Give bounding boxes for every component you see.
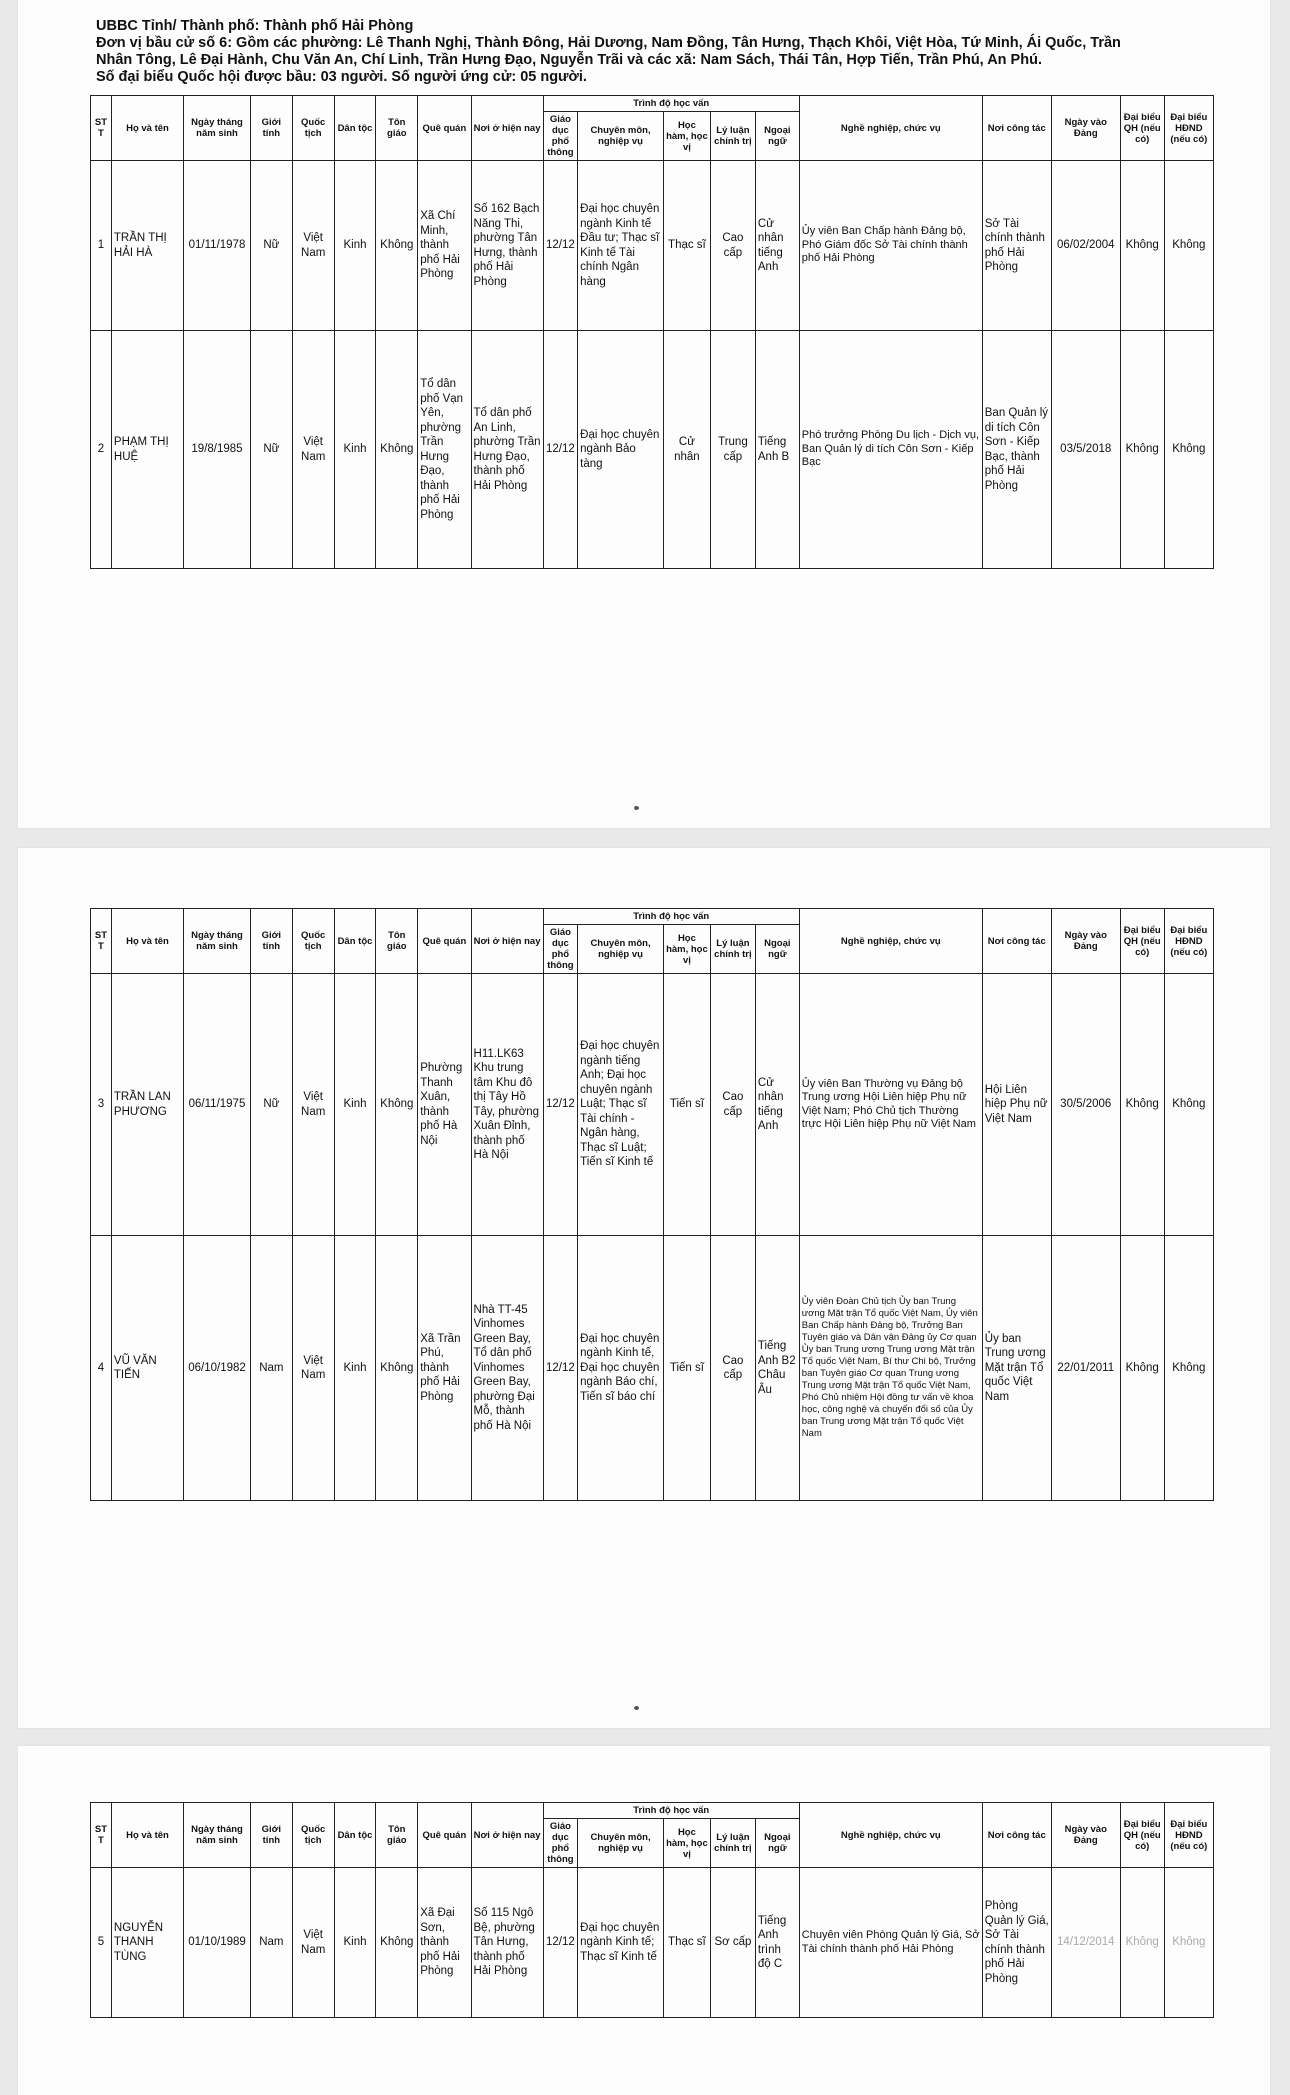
col-general-edu: Giáo dục phổ thông [543,925,578,974]
cell-workplace: Ban Quản lý di tích Côn Sơn - Kiếp Bạc, thành phố Hải Phòng [982,331,1051,569]
cell-gender: Nữ [250,974,292,1236]
document-page-1 [18,0,1270,828]
cell-general-edu: 12/12 [543,974,578,1236]
col-ethnicity: Dân tộc [334,1803,376,1868]
cell-workplace: Ủy ban Trung ương Mặt trận Tổ quốc Việt Nam [982,1236,1051,1501]
cell-name: PHẠM THỊ HUỆ [111,331,183,569]
col-job: Nghề nghiệp, chức vụ [799,909,982,974]
cell-job: Ủy viên Đoàn Chủ tịch Ủy ban Trung ương Mặt trận Tổ quốc Việt Nam, Ủy viên Ban Chấp hành Đảng bộ, Trưởng Ban Tuyên giáo và Dân vận Đảng ủy Cơ quan Ủy ban Trung ương Trung ương Mặt trận Tổ quốc Việt Nam, Bí thư Chi bộ, Trưởng ban Tuyên giáo Cơ quan Trung ương Trung ương Mặt trận Tổ quốc Việt Nam, Phó Chủ nhiệm Hội đồng tư vấn về khoa học, công nghệ và chuyển đổi số của Ủy ban Trung ương Mặt trận Tổ quốc Việt Nam [799,1236,982,1501]
col-party-date: Ngày vào Đảng [1051,909,1120,974]
col-na-delegate: Đại biểu QH (nếu có) [1120,96,1164,161]
cell-general-edu: 12/12 [543,1236,578,1501]
cell-dob: 01/10/1989 [184,1868,251,2018]
col-hometown: Quê quán [418,96,471,161]
cell-specialty: Đại học chuyên ngành Kinh tế; Thạc sĩ Kinh tế [578,1868,664,2018]
cell-general-edu: 12/12 [543,331,578,569]
col-degree: Học hàm, học vị [663,1819,710,1868]
cell-political: Sơ cấp [710,1868,755,2018]
col-general-edu: Giáo dục phổ thông [543,112,578,161]
col-political: Lý luận chính trị [710,1819,755,1868]
cell-na-delegate: Không [1120,974,1164,1236]
cell-specialty: Đại học chuyên ngành tiếng Anh; Đại học chuyên ngành Luật; Thạc sĩ Tài chính - Ngân hàng, Thạc sĩ Luật; Tiến sĩ Kinh tế [578,974,664,1236]
col-language: Ngoại ngữ [755,112,799,161]
cell-residence: Số 115 Ngô Bệ, phường Tân Hưng, thành phố Hải Phòng [471,1868,543,2018]
cell-religion: Không [376,1236,418,1501]
cell-party-date: 06/02/2004 [1051,161,1120,331]
header-line-3: Nhân Tông, Lê Đại Hành, Chu Văn An, Chí Linh, Trần Hưng Đạo, Nguyễn Trãi và các xã: Nam Sách, Thái Tân, Hợp Tiến, Trần Phú, An Phú. [96,52,1042,68]
cell-ethnicity: Kinh [334,1236,376,1501]
cell-stt: 3 [91,974,112,1236]
col-degree: Học hàm, học vị [663,112,710,161]
col-name: Họ và tên [111,909,183,974]
cell-political: Cao cấp [710,161,755,331]
col-residence: Nơi ở hiện nay [471,909,543,974]
cell-ethnicity: Kinh [334,1868,376,2018]
cell-council-delegate: Không [1164,1236,1213,1501]
cell-na-delegate: Không [1120,331,1164,569]
header-line-1: UBBC Tỉnh/ Thành phố: Thành phố Hải Phòng [96,18,414,34]
cell-residence: Số 162 Bạch Năng Thi, phường Tân Hưng, thành phố Hải Phòng [471,161,543,331]
cell-council-delegate: Không [1164,974,1213,1236]
cell-job: Ủy viên Ban Chấp hành Đảng bộ, Phó Giám đốc Sở Tài chính thành phố Hải Phòng [799,161,982,331]
document-header [96,18,1196,86]
cell-hometown: Xã Trần Phú, thành phố Hải Phòng [418,1236,471,1501]
cell-na-delegate: Không [1120,1868,1164,2018]
col-residence: Nơi ở hiện nay [471,96,543,161]
cell-job: Chuyên viên Phòng Quản lý Giá, Sở Tài chính thành phố Hải Phòng [799,1868,982,2018]
col-education-group: Trình độ học vấn [543,909,799,925]
cell-language: Tiếng Anh B [755,331,799,569]
col-stt: STT [91,1803,112,1868]
col-education-group: Trình độ học vấn [543,1803,799,1819]
cell-na-delegate: Không [1120,161,1164,331]
cell-nationality: Việt Nam [292,1236,334,1501]
cell-hometown: Tổ dân phố Vạn Yên, phường Trần Hưng Đạo, thành phố Hải Phòng [418,331,471,569]
cell-specialty: Đại học chuyên ngành Kinh tế, Đại học chuyên ngành Báo chí, Tiến sĩ báo chí [578,1236,664,1501]
cell-hometown: Xã Chí Minh, thành phố Hải Phòng [418,161,471,331]
col-specialty: Chuyên môn, nghiệp vụ [578,1819,664,1868]
cell-na-delegate: Không [1120,1236,1164,1501]
col-hometown: Quê quán [418,909,471,974]
cell-degree: Tiến sĩ [663,1236,710,1501]
cell-ethnicity: Kinh [334,331,376,569]
header-line-4: Số đại biểu Quốc hội được bầu: 03 người. Số người ứng cử: 05 người. [96,69,587,85]
cell-language: Tiếng Anh trình độ C [755,1868,799,2018]
table-row [91,1236,1214,1501]
cell-political: Cao cấp [710,1236,755,1501]
col-council-delegate: Đại biểu HĐND (nếu có) [1164,1803,1213,1868]
cell-council-delegate: Không [1164,331,1213,569]
col-na-delegate: Đại biểu QH (nếu có) [1120,909,1164,974]
col-council-delegate: Đại biểu HĐND (nếu có) [1164,96,1213,161]
cell-political: Cao cấp [710,974,755,1236]
cell-workplace: Sở Tài chính thành phố Hải Phòng [982,161,1051,331]
cell-specialty: Đại học chuyên ngành Bảo tàng [578,331,664,569]
col-stt: STT [91,96,112,161]
page-mark-dot [634,1706,639,1710]
cell-language: Cử nhân tiếng Anh [755,161,799,331]
cell-general-edu: 12/12 [543,161,578,331]
col-ethnicity: Dân tộc [334,909,376,974]
col-workplace: Nơi công tác [982,1803,1051,1868]
table-row [91,161,1214,331]
cell-job: Ủy viên Ban Thường vụ Đảng bộ Trung ương Hội Liên hiệp Phụ nữ Việt Nam; Phó Chủ tịch Thường trực Hội Liên hiệp Phụ nữ Việt Nam [799,974,982,1236]
col-name: Họ và tên [111,1803,183,1868]
document-page-3 [18,1746,1270,2095]
col-language: Ngoại ngữ [755,1819,799,1868]
cell-degree: Cử nhân [663,331,710,569]
cell-party-date: 14/12/2014 [1051,1868,1120,2018]
page-mark-dot [634,806,639,810]
cell-hometown: Phường Thanh Xuân, thành phố Hà Nội [418,974,471,1236]
cell-job: Phó trưởng Phòng Du lịch - Dịch vụ, Ban Quản lý di tích Côn Sơn - Kiếp Bạc [799,331,982,569]
cell-stt: 5 [91,1868,112,2018]
col-workplace: Nơi công tác [982,96,1051,161]
col-ethnicity: Dân tộc [334,96,376,161]
cell-residence: Nhà TT-45 Vinhomes Green Bay, Tổ dân phố Vinhomes Green Bay, phường Đại Mỗ, thành phố Hà Nội [471,1236,543,1501]
candidate-table-3 [90,1802,1214,2018]
cell-name: VŨ VĂN TIẾN [111,1236,183,1501]
cell-gender: Nam [250,1868,292,2018]
col-residence: Nơi ở hiện nay [471,1803,543,1868]
col-dob: Ngày tháng năm sinh [184,909,251,974]
col-gender: Giới tính [250,1803,292,1868]
cell-degree: Thạc sĩ [663,1868,710,2018]
cell-political: Trung cấp [710,331,755,569]
col-dob: Ngày tháng năm sinh [184,96,251,161]
cell-council-delegate: Không [1164,1868,1213,2018]
col-stt: STT [91,909,112,974]
col-religion: Tôn giáo [376,1803,418,1868]
candidate-table-1 [90,95,1214,569]
cell-hometown: Xã Đại Sơn, thành phố Hải Phòng [418,1868,471,2018]
cell-dob: 01/11/1978 [184,161,251,331]
col-general-edu: Giáo dục phổ thông [543,1819,578,1868]
cell-gender: Nữ [250,161,292,331]
col-dob: Ngày tháng năm sinh [184,1803,251,1868]
cell-stt: 2 [91,331,112,569]
cell-ethnicity: Kinh [334,974,376,1236]
cell-dob: 06/11/1975 [184,974,251,1236]
cell-gender: Nam [250,1236,292,1501]
cell-ethnicity: Kinh [334,161,376,331]
cell-party-date: 30/5/2006 [1051,974,1120,1236]
col-nationality: Quốc tịch [292,96,334,161]
table-row [91,331,1214,569]
col-job: Nghề nghiệp, chức vụ [799,96,982,161]
cell-name: NGUYỄN THANH TÙNG [111,1868,183,2018]
col-na-delegate: Đại biểu QH (nếu có) [1120,1803,1164,1868]
col-specialty: Chuyên môn, nghiệp vụ [578,112,664,161]
col-party-date: Ngày vào Đảng [1051,1803,1120,1868]
cell-general-edu: 12/12 [543,1868,578,2018]
col-gender: Giới tính [250,96,292,161]
col-language: Ngoại ngữ [755,925,799,974]
cell-stt: 4 [91,1236,112,1501]
cell-nationality: Việt Nam [292,161,334,331]
cell-degree: Tiến sĩ [663,974,710,1236]
table-row [91,1868,1214,2018]
cell-residence: Tổ dân phố An Linh, phường Trần Hưng Đạo, thành phố Hải Phòng [471,331,543,569]
col-political: Lý luận chính trị [710,925,755,974]
col-religion: Tôn giáo [376,909,418,974]
document-page-2 [18,848,1270,1728]
cell-name: TRẦN LAN PHƯƠNG [111,974,183,1236]
candidate-table-2 [90,908,1214,1501]
cell-workplace: Hội Liên hiệp Phụ nữ Việt Nam [982,974,1051,1236]
col-political: Lý luận chính trị [710,112,755,161]
col-hometown: Quê quán [418,1803,471,1868]
cell-religion: Không [376,161,418,331]
cell-residence: H11.LK63 Khu trung tâm Khu đô thị Tây Hồ Tây, phường Xuân Đỉnh, thành phố Hà Nội [471,974,543,1236]
cell-gender: Nữ [250,331,292,569]
cell-nationality: Việt Nam [292,331,334,569]
table-row [91,974,1214,1236]
cell-specialty: Đại học chuyên ngành Kinh tế Đầu tư; Thạc sĩ Kinh tế Tài chính Ngân hàng [578,161,664,331]
cell-name: TRẦN THỊ HẢI HÀ [111,161,183,331]
col-name: Họ và tên [111,96,183,161]
cell-nationality: Việt Nam [292,1868,334,2018]
cell-stt: 1 [91,161,112,331]
cell-party-date: 22/01/2011 [1051,1236,1120,1501]
col-workplace: Nơi công tác [982,909,1051,974]
cell-workplace: Phòng Quản lý Giá, Sở Tài chính thành phố Hải Phòng [982,1868,1051,2018]
col-gender: Giới tính [250,909,292,974]
cell-religion: Không [376,331,418,569]
col-degree: Học hàm, học vị [663,925,710,974]
header-line-2: Đơn vị bầu cử số 6: Gồm các phường: Lê Thanh Nghị, Thành Đông, Hải Dương, Nam Đồng, Tân Hưng, Thạch Khôi, Việt Hòa, Tứ Minh, Ái Quốc, Trần [96,35,1121,51]
cell-religion: Không [376,1868,418,2018]
col-council-delegate: Đại biểu HĐND (nếu có) [1164,909,1213,974]
col-nationality: Quốc tịch [292,909,334,974]
cell-degree: Thạc sĩ [663,161,710,331]
cell-language: Cử nhân tiếng Anh [755,974,799,1236]
col-religion: Tôn giáo [376,96,418,161]
col-education-group: Trình độ học vấn [543,96,799,112]
col-job: Nghề nghiệp, chức vụ [799,1803,982,1868]
cell-language: Tiếng Anh B2 Châu Âu [755,1236,799,1501]
cell-council-delegate: Không [1164,161,1213,331]
cell-party-date: 03/5/2018 [1051,331,1120,569]
col-specialty: Chuyên môn, nghiệp vụ [578,925,664,974]
cell-dob: 19/8/1985 [184,331,251,569]
cell-dob: 06/10/1982 [184,1236,251,1501]
cell-nationality: Việt Nam [292,974,334,1236]
cell-religion: Không [376,974,418,1236]
col-nationality: Quốc tịch [292,1803,334,1868]
col-party-date: Ngày vào Đảng [1051,96,1120,161]
